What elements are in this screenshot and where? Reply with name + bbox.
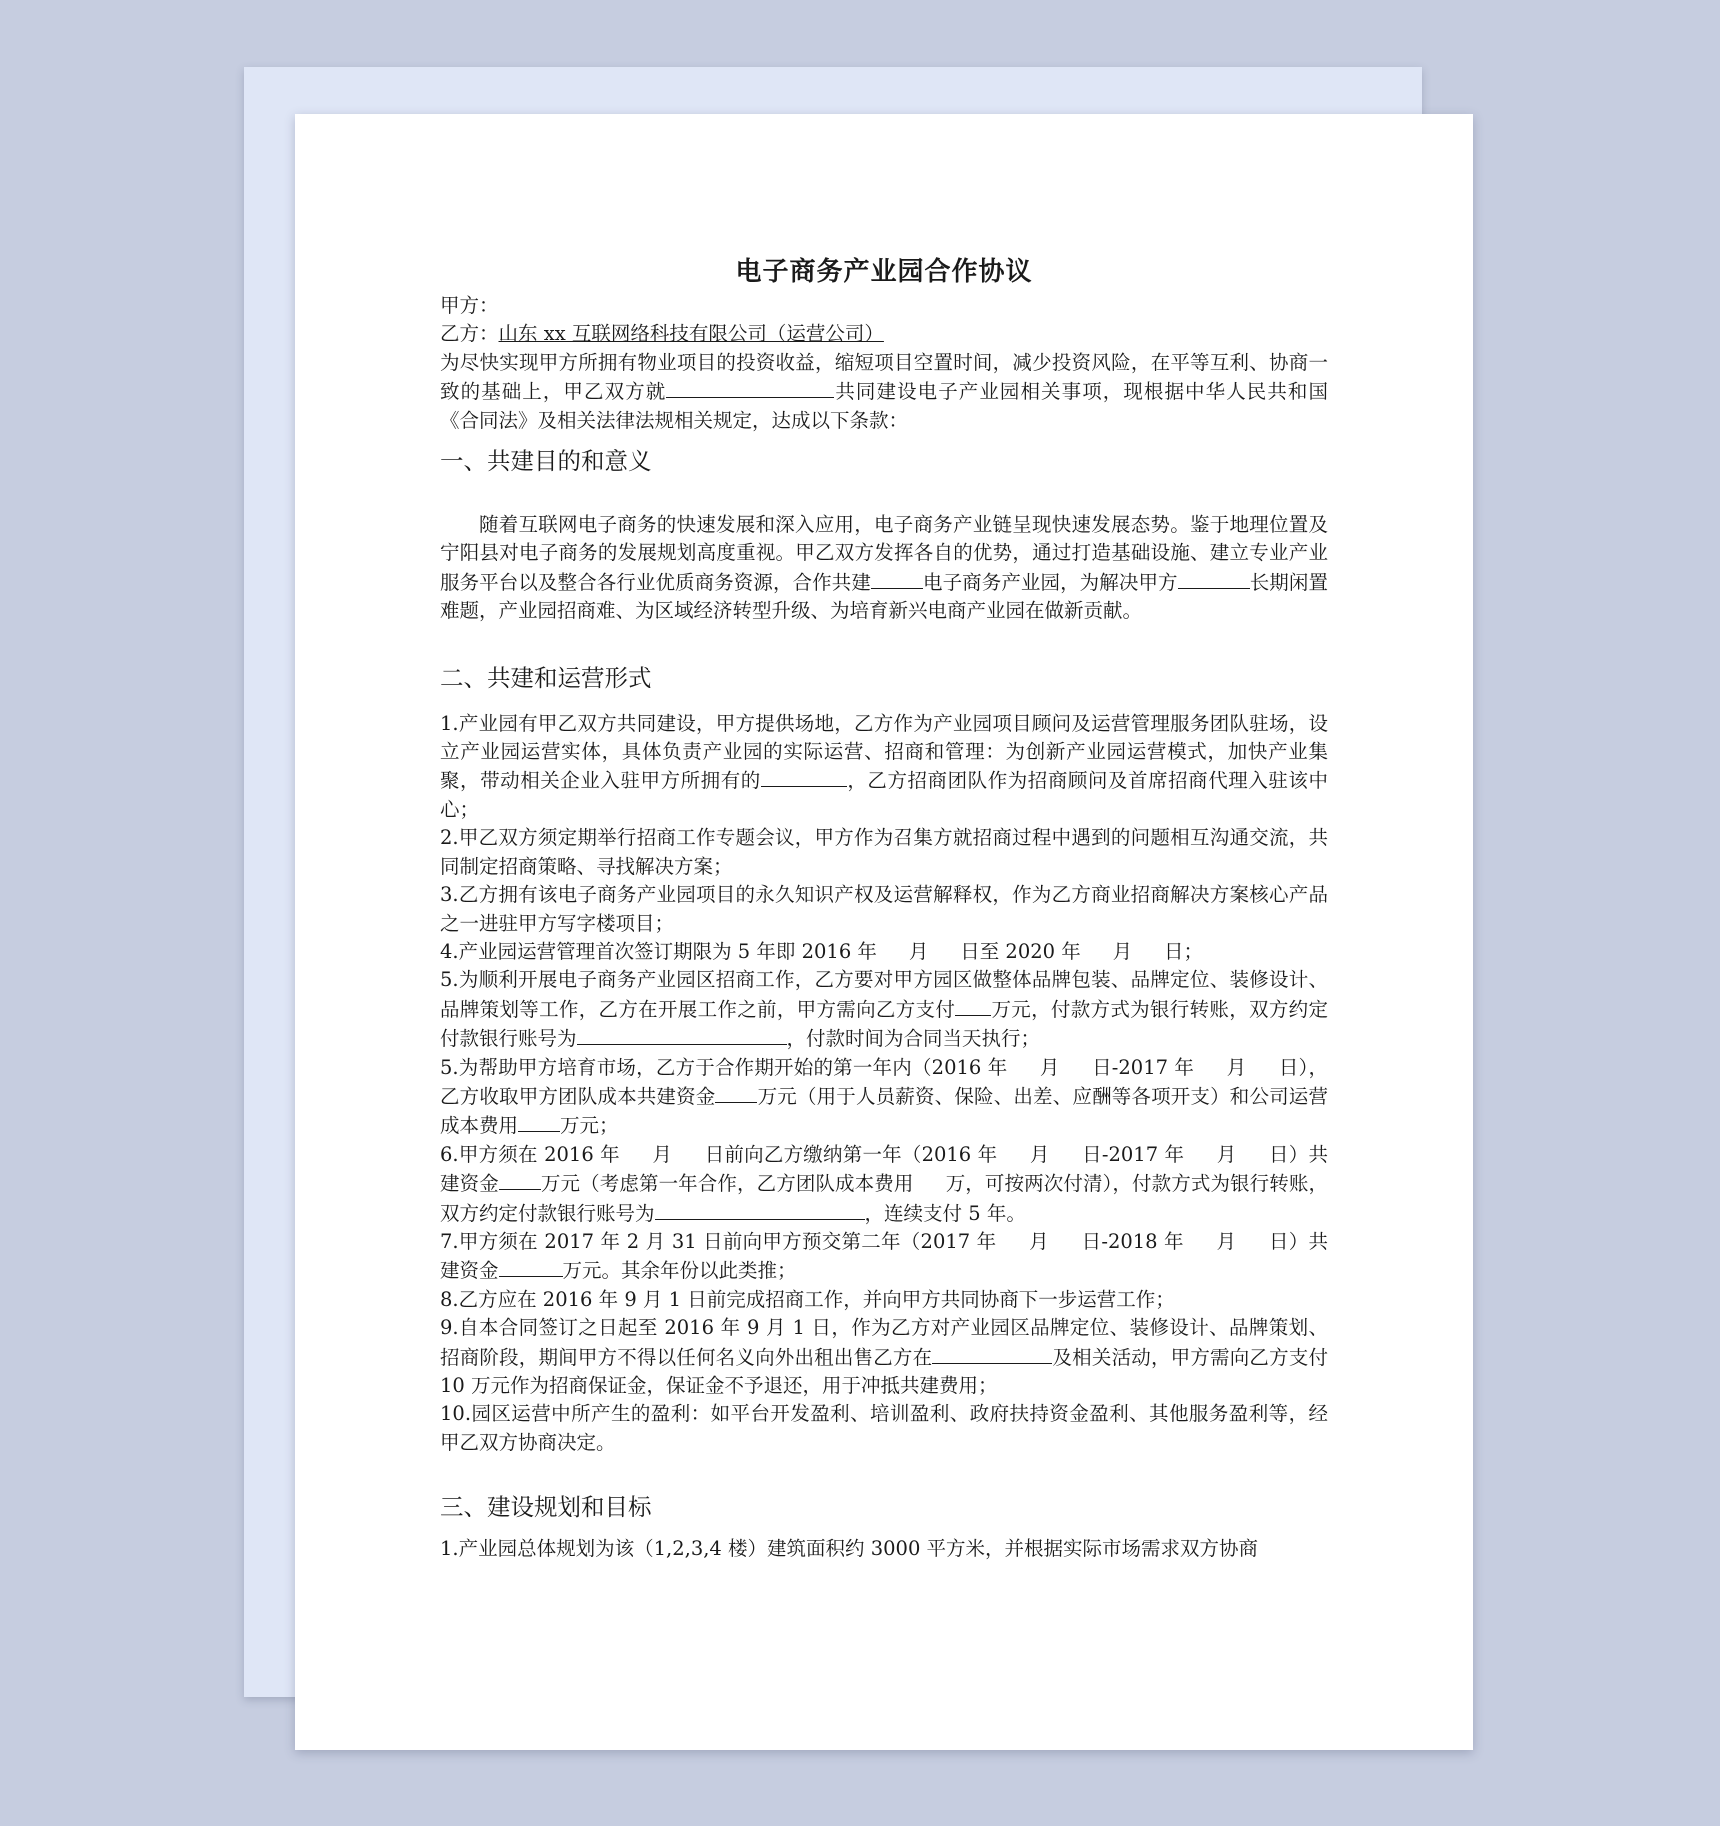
intro-blank: [666, 377, 834, 398]
section-1-paragraph: [440, 511, 1328, 626]
section-1-text-2: 电子商务产业园，为解决甲方: [922, 570, 1178, 594]
blank-field: [577, 1024, 787, 1045]
item-text: 9.自本合同签订之日起至 2016 年 9 月 1 日，作为乙方对产业园区品牌定位、装修设计、品牌策划、招商阶段，期间甲方不得以任何名义向外出租出售乙方在: [440, 1316, 1328, 1369]
list-item: [440, 1228, 1328, 1286]
blank-field: [499, 1169, 541, 1190]
item-text: 万元（考虑第一年合作，乙方团队成本费用 万，可按两次付清），付款方式为银行转账，双方约定付款银行账号为: [440, 1172, 1328, 1225]
blank-field: [655, 1199, 865, 1220]
section-1-blank-1: [871, 568, 923, 589]
list-item: [440, 966, 1328, 1053]
section-3-list: [440, 1535, 1328, 1563]
blank-field: [499, 1256, 563, 1277]
intro-paragraph: [440, 349, 1328, 435]
item-text: 6.甲方须在 2016 年 月 日前向乙方缴纳第一年（2016 年 月 日-2017 年 月 日）共建资金: [440, 1142, 1328, 1196]
item-text: ，连续支付 5 年。: [864, 1201, 1026, 1225]
item-text: ，付款时间为合同当天执行；: [786, 1027, 1041, 1051]
section-3-heading: 三、建设规划和目标: [440, 1493, 652, 1522]
item-text: 5.为顺利开展电子商务产业园区招商工作，乙方要对甲方园区做整体品牌包装、品牌定位、装修设计、品牌策划等工作，乙方在开展工作之前，甲方需向乙方支付: [440, 968, 1328, 1021]
document-page: [295, 114, 1473, 1750]
section-1-heading: 一、共建目的和意义: [440, 447, 652, 476]
section-1-text-1: 随着互联网电子商务的快速发展和深入应用，电子商务产业链呈现快速发展态势。鉴于地理位置及宁阳县对电子商务的发展规划高度重视。甲乙双方发挥各自的优势，通过打造基础设施、建立专业产业服务平台以及整合各行业优质商务资源，合作共建: [440, 513, 1328, 594]
party-a-label: 甲方：: [440, 294, 499, 317]
item-text: 万元，付款方式为银行转账，双方约定付款银行账号为: [440, 997, 1328, 1051]
blank-field: [518, 1111, 560, 1132]
list-item: [440, 710, 1328, 825]
document-title: 电子商务产业园合作协议: [735, 257, 1033, 287]
item-text: 万元（用于人员薪资、保险、出差、应酬等各项开支）和公司运营成本费用: [440, 1084, 1328, 1138]
list-item: 3.乙方拥有该电子商务产业园项目的永久知识产权及运营解释权，作为乙方商业招商解决方案核心产品之一进驻甲方写字楼项目；: [440, 883, 1328, 935]
list-item: [440, 1314, 1328, 1400]
party-b-label: 乙方：: [440, 322, 499, 346]
blank-field: [932, 1343, 1052, 1364]
section-1-blank-2: [1178, 568, 1250, 589]
blank-field: [761, 766, 847, 787]
section-1-text-3: 长期闲置难题，产业园招商难、为区域经济转型升级、为培育新兴电商产业园在做新贡献。: [440, 570, 1328, 623]
intro-text-1: 为尽快实现甲方所拥有物业项目的投资收益，缩短项目空置时间，减少投资风险，在平等互利、协商一致的基础上，甲乙双方就: [440, 350, 1328, 404]
document-body: [440, 254, 1328, 1564]
list-item: 8.乙方应在 2016 年 9 月 1 日前完成招商工作，并向甲方共同协商下一步运营工作；: [440, 1287, 1175, 1311]
item-text: 5.为帮助甲方培育市场，乙方于合作期开始的第一年内（2016 年 月 日-2017 年 月 日），乙方收取甲方团队成本共建资金: [440, 1055, 1328, 1108]
list-item: 1.产业园总体规划为该（1,2,3,4 楼）建筑面积约 3000 平方米，并根据实际市场需求双方协商: [440, 1537, 1259, 1561]
blank-field: [955, 995, 991, 1016]
section-2-list: [440, 710, 1328, 1458]
party-b-name: 山东 xx 互联网络科技有限公司（运营公司）: [498, 322, 884, 346]
list-item: 2.甲乙双方须定期举行招商工作专题会议，甲方作为召集方就招商过程中遇到的问题相互沟通交流，共同制定招商策略、寻找解决方案；: [440, 826, 1328, 878]
list-item: 10.园区运营中所产生的盈利：如平台开发盈利、培训盈利、政府扶持资金盈利、其他服务盈利等，经甲乙双方协商决定。: [440, 1402, 1328, 1454]
party-a-line: [440, 292, 1328, 320]
intro-text-2: 共同建设电子产业园相关事项，现根据中华人民共和国《合同法》及相关法律法规相关规定，达成以下条款：: [440, 380, 1328, 432]
item-text: 万元；: [560, 1114, 619, 1138]
list-item: [440, 1141, 1328, 1228]
item-text: 7.甲方须在 2017 年 2 月 31 日前向甲方预交第二年（2017 年 月 日-2018 年 月 日）共建资金: [440, 1229, 1328, 1283]
item-text: ，乙方招商团队作为招商顾问及首席招商代理入驻该中心；: [440, 769, 1328, 821]
party-b-line: [440, 320, 1328, 348]
item-text: 及相关活动，甲方需向乙方支付 10 万元作为招商保证金，保证金不予退还，用于冲抵共建费用；: [440, 1345, 1328, 1397]
item-text: 1.产业园有甲乙双方共同建设，甲方提供场地，乙方作为产业园项目顾问及运营管理服务团队驻场，设立产业园运营实体，具体负责产业园的实际运营、招商和管理：为创新产业园运营模式，加快产业集聚，带动相关企业入驻甲方所拥有的: [440, 711, 1328, 793]
list-item: [440, 1054, 1328, 1141]
section-2-heading: 二、共建和运营形式: [440, 663, 652, 692]
item-text: 万元。其余年份以此类推；: [562, 1259, 797, 1283]
blank-field: [715, 1082, 757, 1103]
list-item: 4.产业园运营管理首次签订期限为 5 年即 2016 年 月 日至 2020 年 月 日；: [440, 939, 1204, 963]
